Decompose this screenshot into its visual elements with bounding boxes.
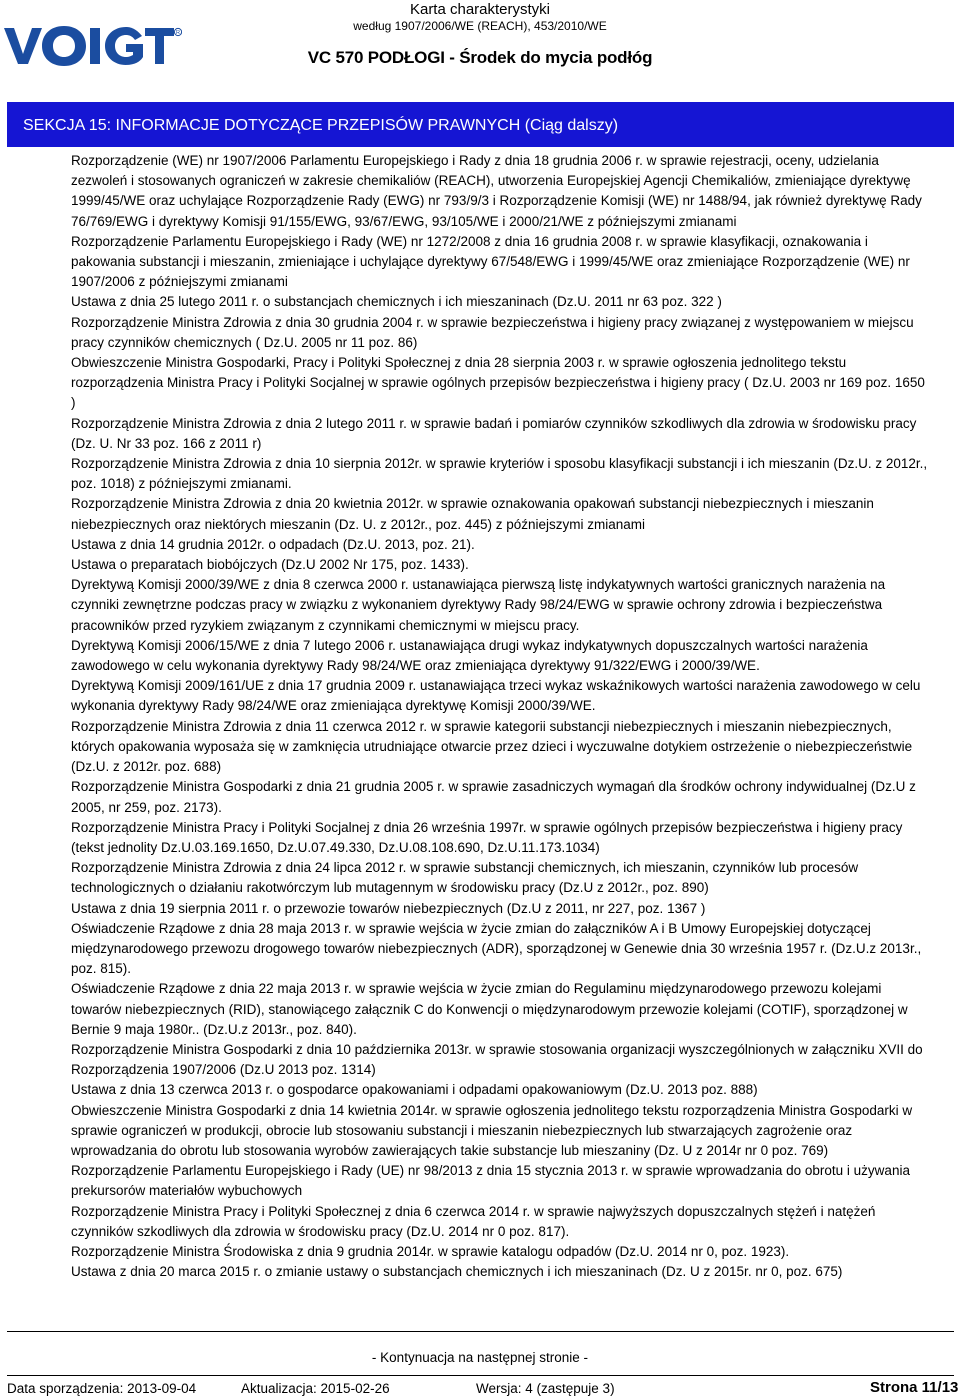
regulation-entry: Rozporządzenie (WE) nr 1907/2006 Parlamentu Europejskiego i Rady z dnia 18 grudnia 2006 r. w sprawie rejestracji, oceny, udzielania zezwoleń i stosowanych ograniczeń w zakresie chemikaliów (REACH), utworzenia Europejskiej Agencji Chemikaliów, zmieniające dyrektywę 1999/45/WE oraz uchylające Rozporządzenie Rady (EWG) nr 793/9/3 i Rozporządzenie Komisji (WE) nr 1488/94, jak również dyrektywę Rady 76/769/EWG i dyrektywy Komisji 91/155/EWG, 93/67/EWG, 93/105/WE i 2000/21/WE z późniejszymi zmianami — [71, 153, 922, 229]
regulation-entry: Ustawa z dnia 13 czerwca 2013 r. o gospodarce opakowaniami i odpadami opakowaniowym (Dz.U. 2013 poz. 888) — [71, 1082, 758, 1098]
regulation-entry: Ustawa z dnia 25 lutego 2011 r. o substancjach chemicznych i ich mieszaninach (Dz.U. 2011 nr 63 poz. 322 ) — [71, 294, 722, 310]
regulation-entry: Rozporządzenie Ministra Środowiska z dnia 9 grudnia 2014r. w sprawie katalogu odpadów (Dz.U. 2014 nr 0, poz. 1923). — [71, 1243, 790, 1259]
regulation-entry: Ustawa z dnia 19 sierpnia 2011 r. o przewozie towarów niebezpiecznych (Dz.U z 2011, nr 227, poz. 1367 ) — [71, 900, 706, 916]
svg-text:R: R — [176, 30, 180, 37]
regulation-entry: Dyrektywą Komisji 2009/161/UE z dnia 17 grudnia 2009 r. ustanawiająca trzeci wykaz wskaźnikowych wartości narażenia zawodowego w celu wykonania dyrektywy Rady 98/24/WE oraz zmieniająca dyrektywę Komisji 2000/39/WE. — [71, 678, 921, 714]
regulations-list — [71, 151, 929, 1282]
regulation-entry: Rozporządzenie Ministra Zdrowia z dnia 10 sierpnia 2012r. w sprawie kryteriów i sposobu klasyfikacji substancji i ich mieszanin (Dz.U. z 2012r., poz. 1018) z późniejszymi zmianami. — [71, 456, 928, 492]
regulation-entry: Rozporządzenie Ministra Zdrowia z dnia 24 lipca 2012 r. w sprawie substancji chemicznych, ich mieszanin, czynników lub procesów technologicznych o działaniu rakotwórczym lub mutagennym w środowisku pracy (Dz.U z 2012r., poz. 890) — [71, 860, 859, 896]
regulation-entry: Oświadczenie Rządowe z dnia 28 maja 2013 r. w sprawie wejścia w życie zmian do załączników A i B Umowy Europejskiej dotyczącej międzynarodowego przewozu drogowego towarów niebezpiecznych (ADR), sporządzonej w Genewie dnia 30 września 1957 r. (Dz.U.z 2013r., poz. 815). — [71, 920, 922, 977]
regulation-entry: Ustawa z dnia 14 grudnia 2012r. o odpadach (Dz.U. 2013, poz. 21). — [71, 536, 475, 552]
regulation-entry: Oświadczenie Rządowe z dnia 22 maja 2013 r. w sprawie wejścia w życie zmian do Regulaminu międzynarodowego przewozu kolejami towarów niebezpiecznych (RID), stanowiącego załącznik C do Konwencji o międzynarodowym przewozie kolejami (COTIF), sporządzonej w Bernie 9 maja 1980r.. (Dz.U.z 2013r., poz. 840). — [71, 981, 908, 1037]
divider-bottom — [7, 1375, 954, 1376]
regulation-entry: Rozporządzenie Ministra Zdrowia z dnia 11 czerwca 2012 r. w sprawie kategorii substancji niebezpiecznych i mieszanin niebezpiecznych, których opakowania wyposaża się w zamknięcia utrudniające otwarcie przez dzieci i wyczuwalne dotykiem ostrzeżenie o niebezpieczeństwie (Dz.U. z 2012r. poz. 688) — [71, 718, 913, 775]
page-number: Strona 11/13 — [870, 1379, 959, 1396]
regulation-entry: Rozporządzenie Ministra Gospodarki z dnia 21 grudnia 2005 r. w sprawie zasadniczych wymagań dla środków ochrony indywidualnej (Dz.U z 2005, nr 259, poz. 2173). — [71, 779, 916, 815]
regulation-entry: Rozporządzenie Ministra Pracy i Polityki Społecznej z dnia 6 czerwca 2014 r. w sprawie najwyższych dopuszczalnych stężeń i natężeń czynników szkodliwych dla zdrowia w środowisku pracy (Dz.U. 2014 nr 0 poz. 817). — [71, 1203, 876, 1239]
version-info: Wersja: 4 (zastępuje 3) — [476, 1381, 615, 1396]
regulation-entry: Dyrektywą Komisji 2006/15/WE z dnia 7 lutego 2006 r. ustanawiająca drugi wykaz indykatywnych dopuszczalnych wartości narażenia zawodowego w celu wykonania dyrektywy Rady 98/24/WE oraz zmieniająca dyrektywy 91/322/EWG i 2000/39/WE. — [71, 637, 868, 674]
regulation-entry: Rozporządzenie Ministra Zdrowia z dnia 2 lutego 2011 r. w sprawie badań i pomiarów czynników szkodliwych dla zdrowia w środowisku pracy (Dz. U. Nr 33 poz. 166 z 2011 r) — [71, 415, 917, 451]
regulation-entry: Ustawa z dnia 20 marca 2015 r. o zmianie ustawy o substancjach chemicznych i ich mieszaninach (Dz. U z 2015r. nr 0, poz. 675) — [71, 1264, 843, 1280]
section-heading: SEKCJA 15: INFORMACJE DOTYCZĄCE PRZEPISÓW PRAWNYCH (Ciąg dalszy) — [23, 117, 619, 134]
product-name: VC 570 PODŁOGI - Środek do mycia podłóg — [307, 48, 653, 67]
regulation-entry: Obwieszczenie Ministra Gospodarki z dnia 14 kwietnia 2014r. w sprawie ogłoszenia jednolitego tekstu rozporządzenia Ministra Gospodarki w sprawie ograniczeń w produkcji, obrocie lub stosowaniu substancji i mieszanin niebezpiecznych lub stwarzających zagrożenie oraz wprowadzania do obrotu lub stosowania wyrobów zawierających takie substancje lub mieszaniny (Dz. U z 2014r nr 0 poz. 769) — [71, 1102, 913, 1158]
section-header — [7, 102, 954, 147]
regulation-entry: Rozporządzenie Parlamentu Europejskiego i Rady (WE) nr 1272/2008 z dnia 16 grudnia 2008 r. w sprawie klasyfikacji, oznakowania i pakowania substancji i mieszanin, zmieniające i uchylające dyrektywy 67/548/EWG i 1999/45/WE oraz zmieniające Rozporządzenie (WE) nr 1907/2006 z późniejszymi zmianami — [71, 233, 910, 290]
regulation-entry: Rozporządzenie Ministra Gospodarki z dnia 10 października 2013r. w sprawie stosowania organizacji wyszczególnionych w załączniku XVII do Rozporządzenia 1907/2006 (Dz.U 2013 poz. 1314) — [71, 1041, 923, 1078]
continuation-note: - Kontynuacja na następnej stronie - — [371, 1350, 589, 1365]
regulation-entry: Obwieszczenie Ministra Gospodarki, Pracy i Polityki Społecznej z dnia 28 sierpnia 2003 r. w sprawie ogłoszenia jednolitego tekstu rozporządzenia Ministra Pracy i Polityki Socjalnej w sprawie ogólnych przepisów bezpieczeństwa i higieny pracy ( Dz.U. 2003 nr 169 poz. 1650 ) — [71, 355, 925, 411]
regulation-entry: Rozporządzenie Parlamentu Europejskiego i Rady (UE) nr 98/2013 z dnia 15 stycznia 2013 r. w sprawie wprowadzania do obrotu i używania prekursorów materiałów wybuchowych — [71, 1163, 910, 1199]
regulation-entry: Dyrektywą Komisji 2000/39/WE z dnia 8 czerwca 2000 r. ustanawiająca pierwszą listę indykatywnych wartości granicznych narażenia na czynniki zewnętrzne podczas pracy w związku z wykonaniem dyrektywy Rady 98/24/EWG w sprawie ochrony zdrowia i bezpieczeństwa pracowników przed ryzykiem związanym z czynnikami chemicznymi w miejscu pracy. — [71, 577, 886, 633]
regulation-entry: Rozporządzenie Ministra Zdrowia z dnia 20 kwietnia 2012r. w sprawie oznakowania opakowań substancji niebezpiecznych i mieszanin niebezpiecznych oraz niektórych mieszanin (Dz. U. z 2012r., poz. 445) z późniejszymi zmianami — [71, 496, 874, 532]
document-title: Karta charakterystyki — [409, 1, 551, 18]
divider-top — [7, 1331, 954, 1332]
creation-date: Data sporządzenia: 2013-09-04 — [7, 1381, 197, 1396]
document-subtitle: według 1907/2006/WE (REACH), 453/2010/WE — [353, 19, 607, 33]
regulation-entry: Ustawa o preparatach biobójczych (Dz.U 2002 Nr 175, poz. 1433). — [71, 557, 469, 573]
regulation-entry: Rozporządzenie Ministra Zdrowia z dnia 30 grudnia 2004 r. w sprawie bezpieczeństwa i higieny pracy związanej z występowaniem w miejscu pracy czynników chemicznych ( Dz.U. 2005 nr 11 poz. 86) — [71, 314, 914, 350]
update-date: Aktualizacja: 2015-02-26 — [241, 1381, 390, 1396]
regulation-entry: Rozporządzenie Ministra Pracy i Polityki Socjalnej z dnia 26 września 1997r. w sprawie ogólnych przepisów bezpieczeństwa i higieny pracy (tekst jednolity Dz.U.03.169.1650, Dz.U.07.49.330, Dz.U.08.108.690, Dz.U.11.173.1034) — [71, 819, 903, 855]
